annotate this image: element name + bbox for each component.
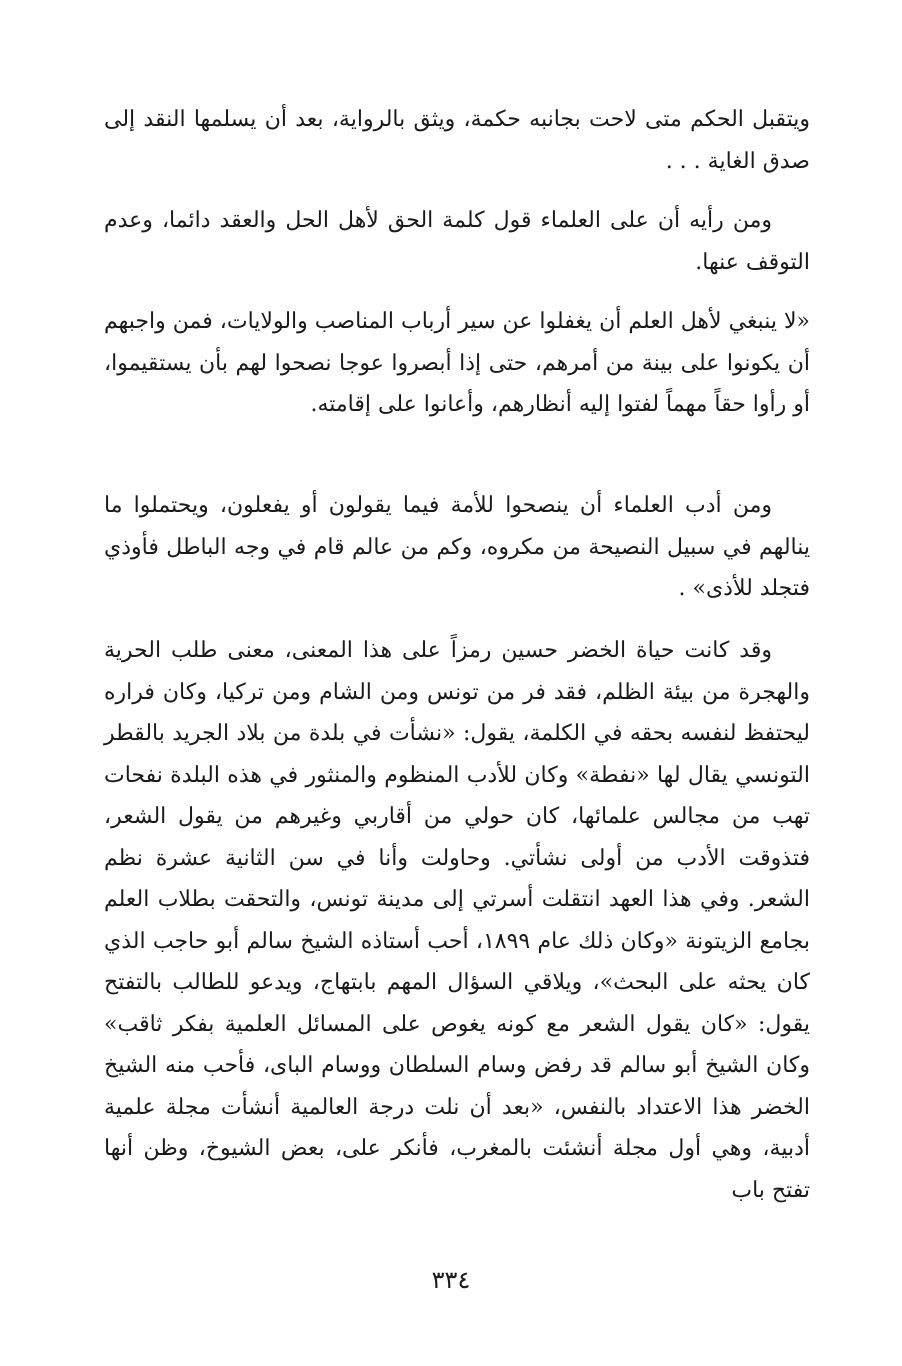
paragraph-4: ومن أدب العلماء أن ينصحوا للأمة فيما يقولون أو يفعلون، ويحتملوا ما ينالهم في سبيل النصيحة من مكروه، وكم من عالم قام في وجه الباطل فأوذي فتجلد للأذى» . [104,493,810,601]
paragraph-5: وقد كانت حياة الخضر حسين رمزاً على هذا المعنى، معنى طلب الحرية والهجرة من بيئة الظلم، فقد فر من تونس ومن الشام ومن تركيا، وكان فراره ليحتفظ لنفسه بحقه في الكلمة، يقول: «نشأت في بلدة من بلاد الجريد بالقطر التونسي يقال لها «نفطة» وكان للأدب المنظوم والمنثور في هذه البلدة نفحات تهب من مجالس علمائها، كان حولي من أقاربي وغيرهم من يقول الشعر، فتذوقت الأدب من أولى نشأتي. وحاولت وأنا في سن الثانية عشرة نظم الشعر. وفي هذا العهد انتقلت أسرتي إلى مدينة تونس، والتحقت بطلاب العلم بجامع الزيتونة «وكان ذلك عام ١٨٩٩، أحب أستاذه الشيخ سالم أبو حاجب الذي كان يحثه على البحث»، ويلاقي السؤال المهم بابتهاج، ويدعو للطالب بالتفتح يقول: «كان يقول الشعر مع كونه يغوص على المسائل العلمية بفكر ثاقب» وكان الشيخ أبو سالم قد رفض وسام السلطان ووسام الباى، فأحب منه الشيخ الخضر هذا الاعتداد بالنفس، «بعد أن نلت درجة العالمية أنشأت مجلة علمية أدبية، وهي أول مجلة أنشئت بالمغرب، فأنكر على، بعض الشيوخ، وظن أنها تفتح باب [104,638,810,1203]
quote-paragraph: «لا ينبغي لأهل العلم أن يغفلوا عن سير أرباب المناصب والولايات، فمن واجبهم أن يكونوا على بينة من أمرهم، حتى إذا أبصروا عوجا نصحوا لهم بأن يستقيموا، أو رأوا حقاً مهماً لفتوا إليه أنظارهم، وأعانوا على إقامته. [104,309,810,417]
page-number: ٣٣٤ [431,1266,471,1294]
paragraph-1: ويتقبل الحكم متى لاحت بجانبه حكمة، ويثق بالرواية، بعد أن يسلمها النقد إلى صدق الغاية . . . [104,107,810,174]
paragraph-2: ومن رأيه أن على العلماء قول كلمة الحق لأهل الحل والعقد دائما، وعدم التوقف عنها. [104,208,810,275]
